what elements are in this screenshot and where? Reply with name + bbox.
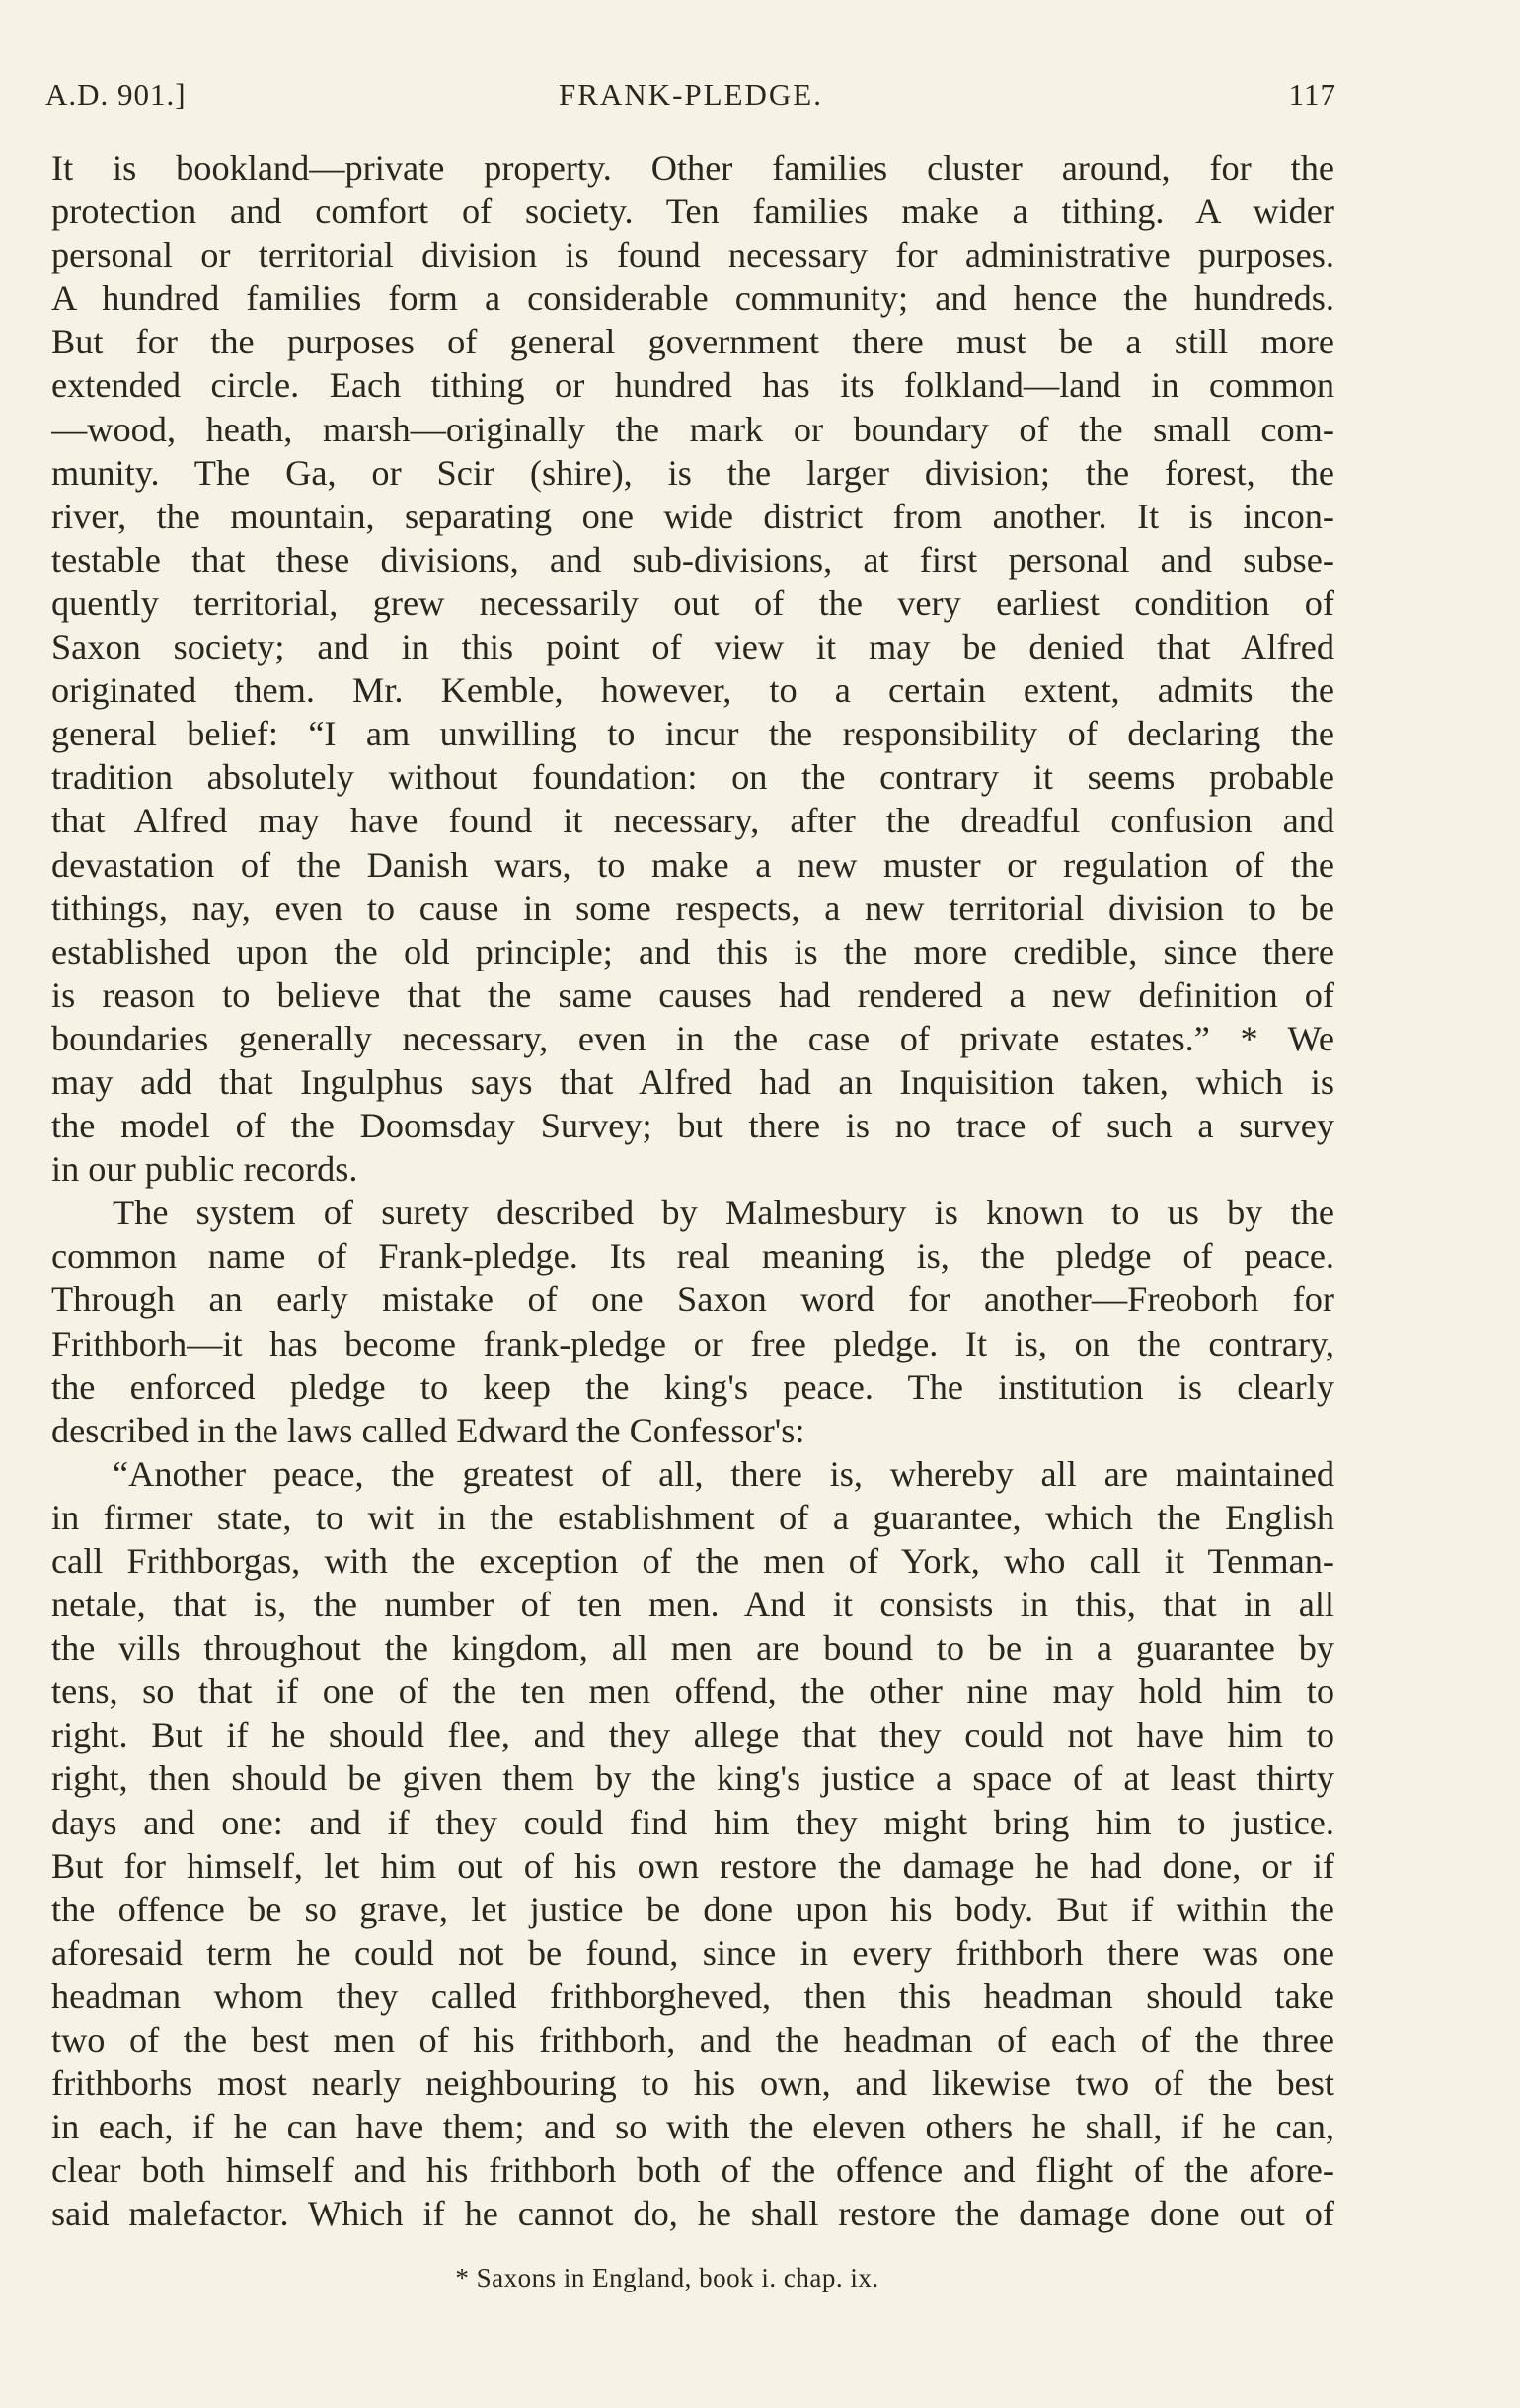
text-line: But for the purposes of general government there must be a still more <box>51 322 1334 362</box>
text-line: “Another peace, the greatest of all, there is, whereby all are maintained <box>113 1453 1334 1494</box>
text-line: originated them. Mr. Kemble, however, to a certain extent, admits the <box>51 670 1334 711</box>
text-line: general belief: “I am unwilling to incur the responsibility of declaring the <box>51 714 1334 754</box>
text-line: personal or territorial division is found necessary for administrative purposes. <box>51 235 1334 275</box>
header-title: FRANK-PLEDGE. <box>559 77 823 112</box>
text-line: extended circle. Each tithing or hundred has its folkland—land in common <box>51 365 1334 406</box>
text-line: protection and comfort of society. Ten families make a tithing. A wider <box>51 192 1334 232</box>
text-line: clear both himself and his frithborh both of the offence and flight of the afore- <box>51 2150 1334 2191</box>
text-line: two of the best men of his frithborh, and the headman of each of the three <box>51 2020 1334 2060</box>
text-line: river, the mountain, separating one wide district from another. It is incon- <box>51 496 1334 536</box>
text-line: days and one: and if they could find him they might bring him to justice. <box>51 1802 1334 1842</box>
text-line: boundaries generally necessary, even in the case of private estates.” * We <box>51 1018 1334 1058</box>
text-line: in each, if he can have them; and so with the eleven others he shall, if he can, <box>51 2107 1334 2147</box>
text-line: tradition absolutely without foundation: on the contrary it seems probable <box>51 757 1334 798</box>
text-line: in firmer state, to wit in the establishment of a guarantee, which the English <box>51 1497 1334 1537</box>
text-line: aforesaid term he could not be found, since in every frithborh there was one <box>51 1932 1334 1973</box>
text-line: is reason to believe that the same causes had rendered a new definition of <box>51 974 1334 1015</box>
text-line: common name of Frank-pledge. Its real meaning is, the pledge of peace. <box>51 1236 1334 1277</box>
text-line: But for himself, let him out of his own restore the damage he had done, or if <box>51 1845 1334 1886</box>
text-line: may add that Ingulphus says that Alfred had an Inquisition taken, which is <box>51 1061 1334 1102</box>
text-line: quently territorial, grew necessarily out of the very earliest condition of <box>51 583 1334 623</box>
text-line: said malefactor. Which if he cannot do, he shall restore the damage done out of <box>51 2194 1334 2234</box>
text-line: described in the laws called Edward the Confessor's: <box>51 1410 805 1450</box>
text-line: It is bookland—private property. Other families cluster around, for the <box>51 148 1334 188</box>
page-number: 117 <box>1288 77 1336 112</box>
text-line: call Frithborgas, with the exception of the men of York, who call it Tenman- <box>51 1541 1334 1581</box>
text-line: —wood, heath, marsh—originally the mark or boundary of the small com- <box>51 409 1334 449</box>
text-line: devastation of the Danish wars, to make a new muster or regulation of the <box>51 844 1334 885</box>
text-line: the offence be so grave, let justice be done upon his body. But if within the <box>51 1889 1334 1929</box>
text-line: tens, so that if one of the ten men offend, the other nine may hold him to <box>51 1671 1334 1712</box>
text-line: right. But if he should flee, and they allege that they could not have him to <box>51 1715 1334 1755</box>
text-line: A hundred families form a considerable community; and hence the hundreds. <box>51 278 1334 319</box>
text-line: munity. The Ga, or Scir (shire), is the larger division; the forest, the <box>51 452 1334 493</box>
text-line: the enforced pledge to keep the king's peace. The institution is clearly <box>51 1366 1334 1407</box>
text-line: tithings, nay, even to cause in some respects, a new territorial division to be <box>51 888 1334 928</box>
running-header <box>45 77 1336 120</box>
text-line: headman whom they called frithborgheved, then this headman should take <box>51 1976 1334 2016</box>
footnote: * Saxons in England, book i. chap. ix. <box>455 2263 879 2292</box>
text-line: Frithborh—it has become frank-pledge or free pledge. It is, on the contrary, <box>51 1323 1334 1363</box>
text-line: the model of the Doomsday Survey; but there is no trace of such a survey <box>51 1106 1334 1146</box>
text-line: netale, that is, the number of ten men. And it consists in this, that in all <box>51 1585 1334 1625</box>
text-line: The system of surety described by Malmesbury is known to us by the <box>113 1193 1334 1233</box>
text-line: in our public records. <box>51 1149 358 1190</box>
header-date: A.D. 901.] <box>45 77 187 112</box>
text-line: right, then should be given them by the king's justice a space of at least thirty <box>51 1758 1334 1799</box>
text-line: Saxon society; and in this point of view it may be denied that Alfred <box>51 627 1334 667</box>
text-line: that Alfred may have found it necessary, after the dreadful confusion and <box>51 801 1334 841</box>
text-line: the vills throughout the kingdom, all men are bound to be in a guarantee by <box>51 1628 1334 1669</box>
text-line: established upon the old principle; and this is the more credible, since there <box>51 931 1334 971</box>
text-line: frithborhs most nearly neighbouring to his own, and likewise two of the best <box>51 2063 1334 2104</box>
text-line: testable that these divisions, and sub-divisions, at first personal and subse- <box>51 539 1334 580</box>
body-text <box>51 146 1334 2236</box>
text-line: Through an early mistake of one Saxon word for another—Freoborh for <box>51 1280 1334 1320</box>
